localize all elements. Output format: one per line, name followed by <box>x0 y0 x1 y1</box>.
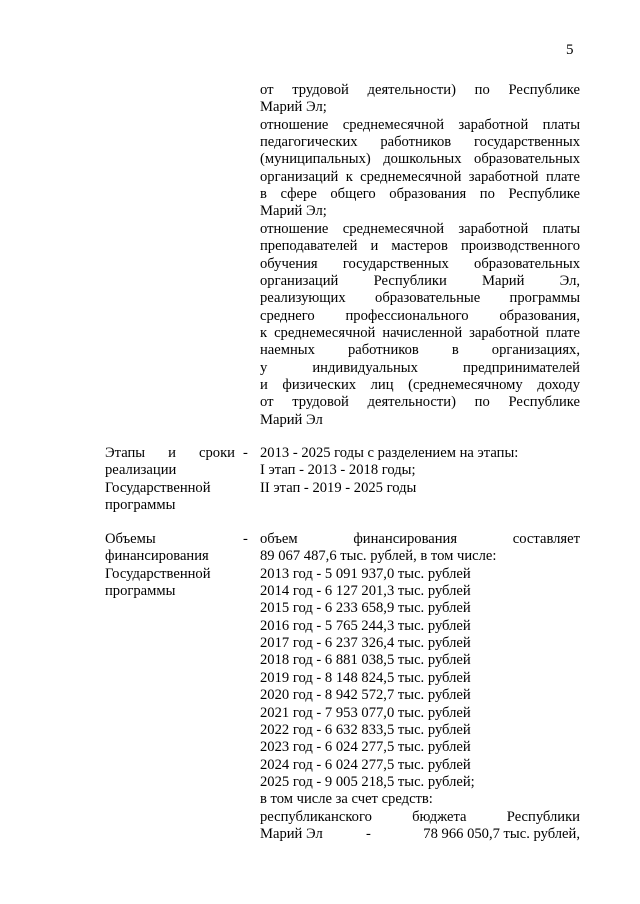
funding-last-left: Марий Эл <box>260 826 323 842</box>
text-line: 2025 год - 9 005 218,5 тыс. рублей; <box>260 773 475 790</box>
page-number: 5 <box>566 42 574 58</box>
text-line: объем финансирования составляет <box>260 531 580 547</box>
text-line: 2016 год - 5 765 244,3 тыс. рублей <box>260 617 471 634</box>
text-line: 2018 год - 6 881 038,5 тыс. рублей <box>260 652 471 669</box>
text-line: Этапы и сроки <box>105 445 235 461</box>
text-line: от трудовой деятельности) по Республике <box>260 82 580 98</box>
text-line: отношение среднемесячной заработной платы <box>260 116 580 133</box>
text-line: программы <box>105 496 176 513</box>
text-line: среднего профессионального образования, <box>260 307 580 324</box>
text-line: организаций Республики Марий Эл, <box>260 272 580 289</box>
stages-dash: - <box>243 445 248 461</box>
text-line: 2022 год - 6 632 833,5 тыс. рублей <box>260 721 471 738</box>
text-line: 2013 - 2025 годы с разделением на этапы: <box>260 445 519 461</box>
funding-dash: - <box>243 531 248 547</box>
text-line: (муниципальных) дошкольных образовательных <box>260 151 580 168</box>
text-line: реализующих образовательные программы <box>260 290 580 307</box>
text-line: 2024 год - 6 024 277,5 тыс. рублей <box>260 756 471 773</box>
text-line: к среднемесячной начисленной заработной плате <box>260 324 580 341</box>
text-line: 2023 год - 6 024 277,5 тыс. рублей <box>260 739 471 756</box>
text-line: педагогических работников государственных <box>260 134 580 151</box>
text-line: 2014 год - 6 127 201,3 тыс. рублей <box>260 583 471 600</box>
text-line: обучения государственных образовательных <box>260 255 580 272</box>
text-line: 2017 год - 6 237 326,4 тыс. рублей <box>260 635 471 652</box>
text-line: 2021 год - 7 953 077,0 тыс. рублей <box>260 704 471 721</box>
text-line: 89 067 487,6 тыс. рублей, в том числе: <box>260 548 497 565</box>
text-line: в том числе за счет средств: <box>260 791 433 808</box>
text-line: республиканского бюджета Республики <box>260 808 580 825</box>
text-line: реализации <box>105 462 177 479</box>
text-line: 2013 год - 5 091 937,0 тыс. рублей <box>260 565 471 582</box>
text-line: организаций к среднемесячной заработной плате <box>260 168 580 185</box>
text-line: 2019 год - 8 148 824,5 тыс. рублей <box>260 669 471 686</box>
text-line: 2015 год - 6 233 658,9 тыс. рублей <box>260 600 471 617</box>
text-line: в сфере общего образования по Республике <box>260 186 580 203</box>
text-line: наемных работников в организациях, <box>260 342 580 359</box>
text-line: Марий Эл <box>260 411 323 428</box>
text-line: финансирования <box>105 548 209 565</box>
funding-last-dash: - <box>366 826 371 842</box>
text-line: Марий Эл; <box>260 99 327 116</box>
funding-last-amount: 78 966 050,7 тыс. рублей, <box>423 826 580 842</box>
text-line: отношение среднемесячной заработной платы <box>260 220 580 237</box>
text-line: Марий Эл; <box>260 203 327 220</box>
text-line: I этап - 2013 - 2018 годы; <box>260 462 416 479</box>
text-line: Объемы <box>105 531 156 547</box>
text-line: и физических лиц (среднемесячному доходу <box>260 376 580 393</box>
text-line: преподавателей и мастеров производственного <box>260 238 580 255</box>
text-line: II этап - 2019 - 2025 годы <box>260 479 417 496</box>
text-line: Государственной <box>105 565 211 582</box>
text-line: программы <box>105 582 176 599</box>
text-line: от трудовой деятельности) по Республике <box>260 394 580 411</box>
text-line: Государственной <box>105 479 211 496</box>
text-line: 2020 год - 8 942 572,7 тыс. рублей <box>260 687 471 704</box>
text-line: у индивидуальных предпринимателей <box>260 359 580 376</box>
